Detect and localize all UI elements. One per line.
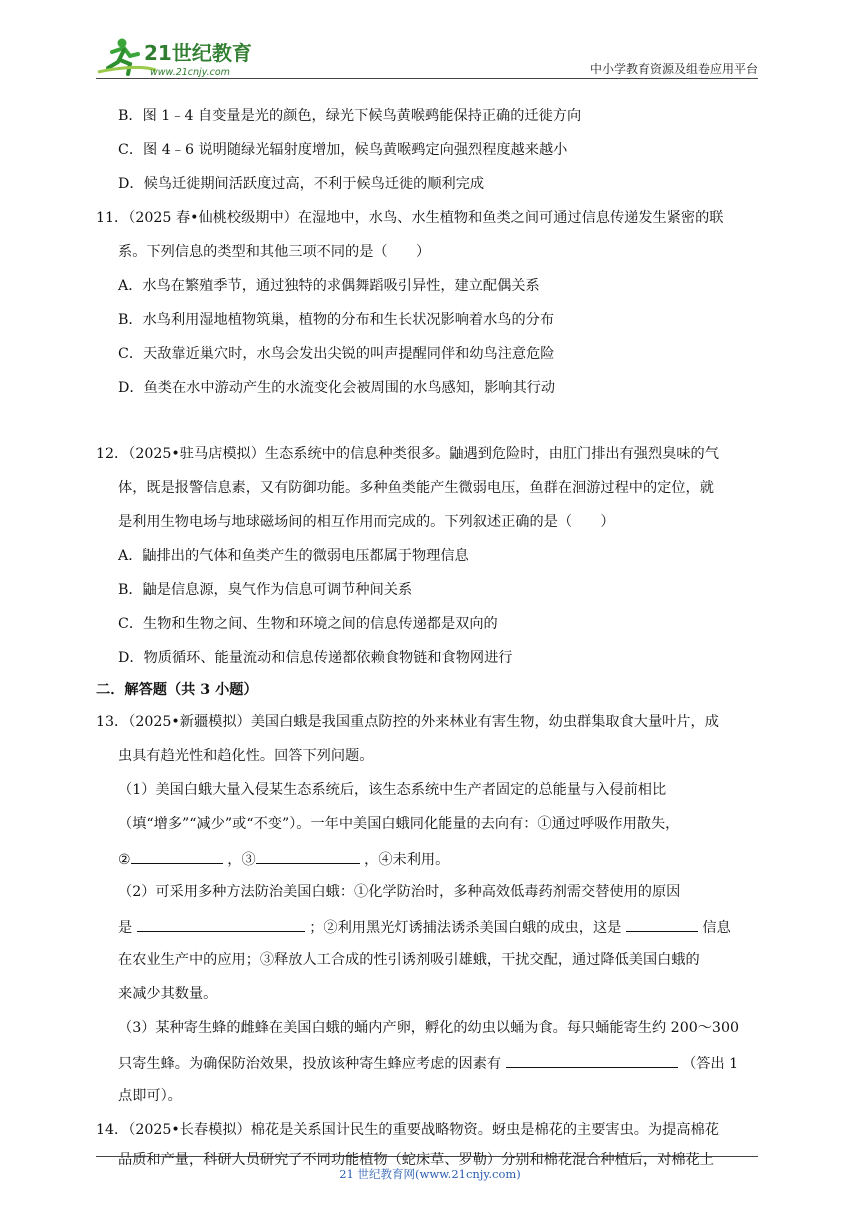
platform-name: 中小学教育资源及组卷应用平台 [589, 62, 758, 76]
circled-3: ，③ [227, 852, 256, 868]
question-13-part3: （3）某种寄生蜂的雌蜂在美国白蛾的蛹内产卵，孵化的幼虫以蛹为食。每只蛹能寄生约 200～300 [118, 1020, 740, 1036]
answer-blank[interactable] [506, 1052, 678, 1068]
option-d-prev: D．候鸟迁徙期间活跃度过高，不利于候鸟迁徙的顺利完成 [118, 176, 485, 192]
page-header [96, 30, 758, 78]
question-12-option-c: C．生物和生物之间、生物和环境之间的信息传递都是双向的 [118, 616, 498, 632]
question-13-part1: （1）美国白蛾大量入侵某生态系统后，该生态系统中生产者固定的总能量与入侵前相比 [118, 782, 667, 798]
question-13-part2: （2）可采用多种方法防治美国白蛾：①化学防治时，多种高效低毒药剂需交替使用的原因 [118, 884, 681, 900]
question-11-option-c: C．天敌靠近巢穴时，水鸟会发出尖锐的叫声提醒同伴和幼鸟注意危险 [118, 346, 555, 362]
question-12-option-a: A．鼬排出的气体和鱼类产生的微弱电压都属于物理信息 [118, 548, 469, 564]
question-11-option-a: A．水鸟在繁殖季节，通过独特的求偶舞蹈吸引异性，建立配偶关系 [118, 278, 540, 294]
answer-blank[interactable] [626, 916, 698, 932]
logo-text: 21世纪教育 [144, 41, 252, 65]
question-12-option-d: D．物质循环、能量流动和信息传递都依赖食物链和食物网进行 [118, 650, 513, 666]
question-14-stem-cont: 品质和产量，科研人员研究了不同功能植物（蛇床草、罗勒）分别和棉花混合种植后，对棉花上 [118, 1152, 714, 1168]
question-12-stem-cont1: 体，既是报警信息素，又有防御功能。多种鱼类能产生微弱电压，鱼群在洄游过程中的定位，就 [118, 480, 714, 496]
section-heading: 二．解答题（共 3 小题） [96, 682, 258, 698]
answer-blank[interactable] [131, 848, 223, 864]
question-13-stem-cont: 虫具有趋光性和趋化性。回答下列问题。 [118, 748, 374, 764]
option-b-prev: B．图 1﹣4 自变量是光的颜色，绿光下候鸟黄喉鹀能保持正确的迁徙方向 [118, 108, 582, 124]
option-c-prev: C．图 4﹣6 说明随绿光辐射度增加，候鸟黄喉鹀定向强烈程度越来越小 [118, 142, 568, 158]
question-12-stem-cont2: 是利用生物电场与地球磁场间的相互作用而完成的。下列叙述正确的是（ ） [118, 514, 615, 530]
question-13-part1-blanks [118, 848, 449, 870]
question-11-stem: 11．（2025 春•仙桃校级期中）在湿地中，水鸟、水生植物和鱼类之间可通过信息传递发生紧密的联 [96, 210, 724, 226]
circled-2: ② [118, 852, 131, 868]
question-13-part3-blanks: 只寄生蜂。为确保防治效果，投放该种寄生蜂应考虑的因素有 （答出 1 [118, 1052, 738, 1074]
question-13-part3-end: 点即可）。 [118, 1088, 182, 1104]
footer-divider [96, 1156, 758, 1157]
question-13-part2-cont: 在农业生产中的应用；③释放人工合成的性引诱剂吸引雄蛾，干扰交配，通过降低美国白蛾的 [118, 952, 700, 968]
header-divider [96, 78, 758, 79]
question-13-stem: 13．（2025•新疆模拟）美国白蛾是我国重点防控的外来林业有害生物，幼虫群集取食大量叶片，成 [96, 714, 719, 730]
question-11-option-b: B．水鸟利用湿地植物筑巢，植物的分布和生长状况影响着水鸟的分布 [118, 312, 555, 328]
question-12-option-b: B．鼬是信息源，臭气作为信息可调节种间关系 [118, 582, 413, 598]
question-12-stem: 12．（2025•驻马店模拟）生态系统中的信息种类很多。鼬遇到危险时，由肛门排出有强烈臭味的气 [96, 446, 719, 462]
question-13-part2-end: 来减少其数量。 [118, 986, 218, 1002]
circled-4-unused: ，④未利用。 [364, 852, 450, 868]
question-13-part2-blanks: 是 ；②利用黑光灯诱捕法诱杀美国白蛾的成虫，这是 信息 [118, 916, 731, 938]
logo-url: www.21cnjy.com [150, 67, 230, 78]
logo-21cnjy [96, 34, 266, 78]
question-11-option-d: D．鱼类在水中游动产生的水流变化会被周围的水鸟感知，影响其行动 [118, 380, 556, 396]
question-13-part1-cont: （填“增多”“减少”或“不变”）。一年中美国白蛾同化能量的去向有：①通过呼吸作用散失， [118, 816, 680, 832]
answer-blank[interactable] [137, 916, 305, 932]
question-14-stem: 14．（2025•长春模拟）棉花是关系国计民生的重要战略物资。蚜虫是棉花的主要害虫。为提高棉花 [96, 1122, 719, 1138]
question-11-stem-cont: 系。下列信息的类型和其他三项不同的是（ ） [118, 244, 431, 260]
answer-blank[interactable] [256, 848, 360, 864]
footer-link[interactable]: 21 世纪教育网(www.21cnjy.com) [339, 1167, 521, 1181]
